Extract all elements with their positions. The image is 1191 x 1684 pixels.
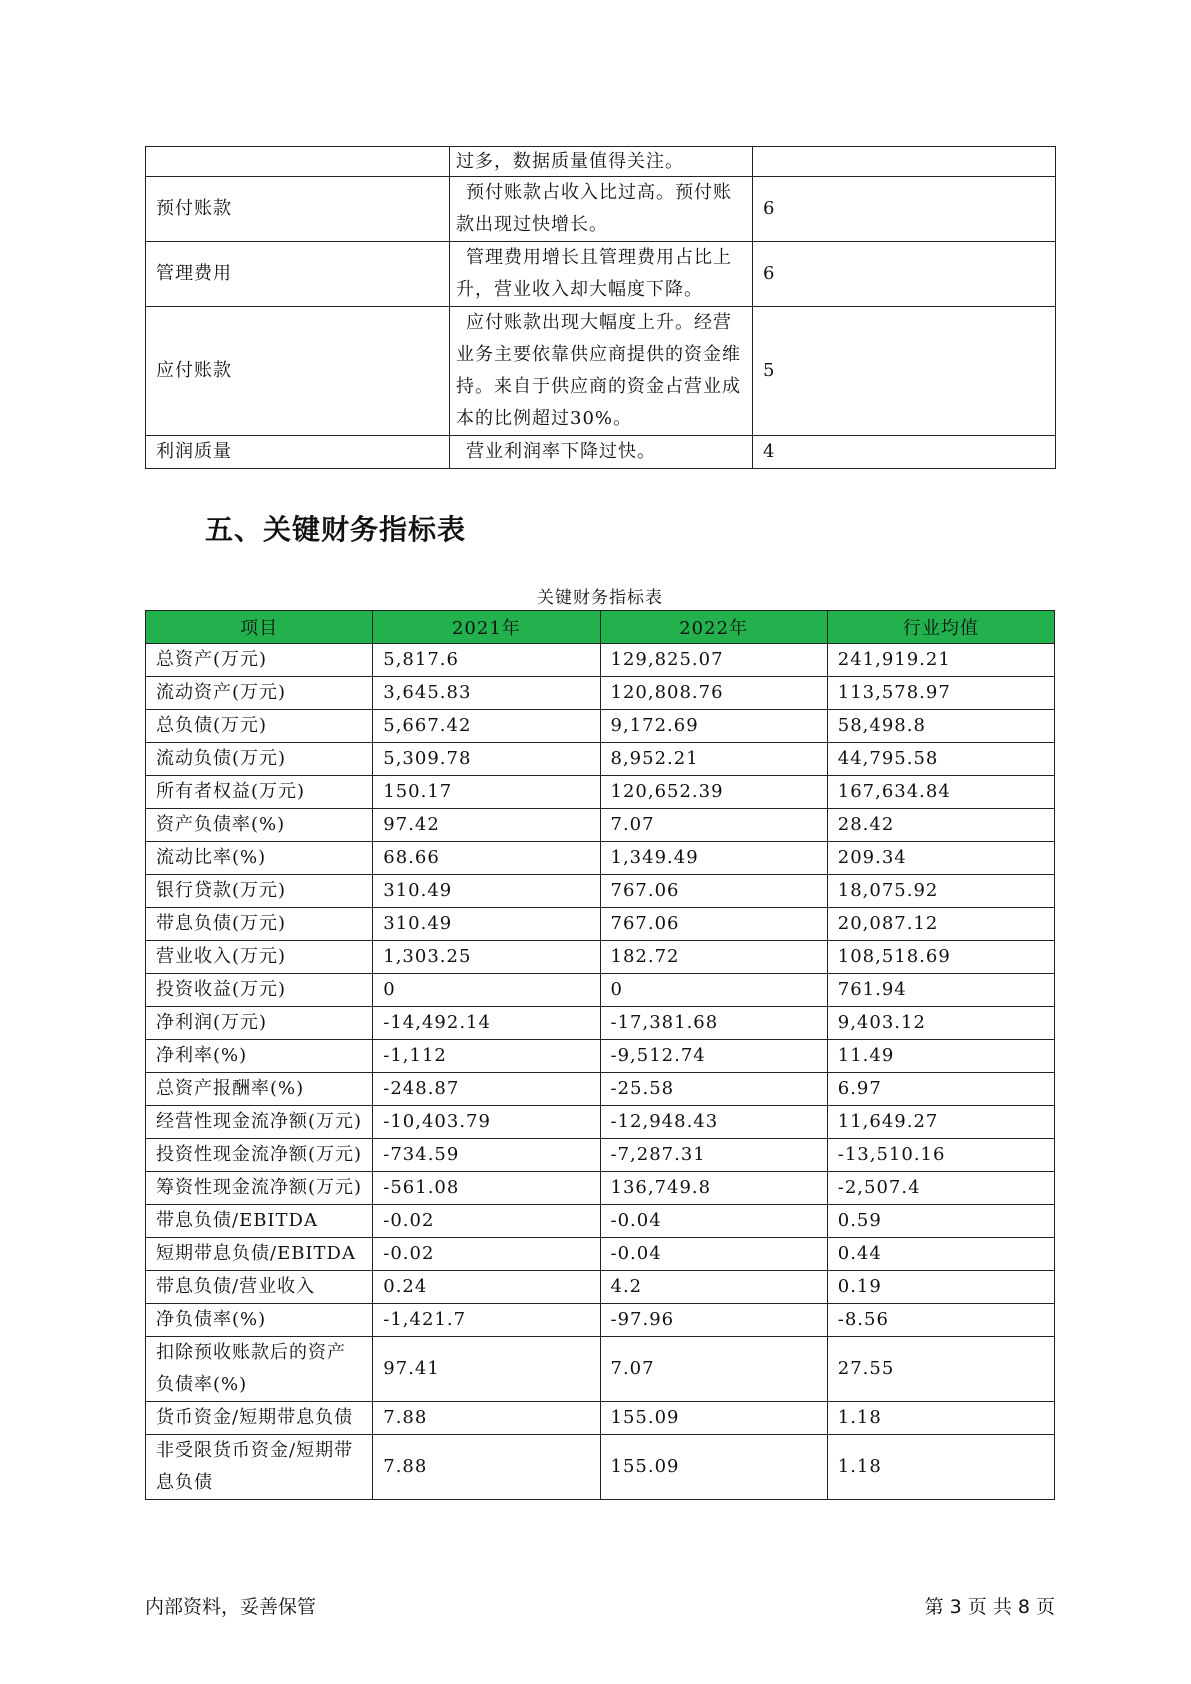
value-2021-cell: 7.88 (373, 1402, 600, 1435)
table-row (146, 974, 1055, 1007)
table-row (146, 242, 1056, 307)
industry-average-cell: 9,403.12 (827, 1007, 1054, 1040)
value-2021-cell: -1,112 (373, 1040, 600, 1073)
table-row (146, 1106, 1055, 1139)
industry-average-cell: 11,649.27 (827, 1106, 1054, 1139)
table-row (146, 743, 1055, 776)
indicator-name-cell: 总资产报酬率(%) (146, 1073, 373, 1106)
value-2021-cell: -561.08 (373, 1172, 600, 1205)
table-row (146, 1172, 1055, 1205)
risk-score-cell: 4 (753, 436, 1056, 469)
table-row (146, 677, 1055, 710)
table-row (146, 436, 1056, 469)
value-2022-cell: -25.58 (600, 1073, 827, 1106)
table-header-row (146, 611, 1055, 644)
value-2021-cell: 7.88 (373, 1435, 600, 1500)
table-row (146, 776, 1055, 809)
risk-item-cell (146, 147, 450, 177)
value-2021-cell: 1,303.25 (373, 941, 600, 974)
indicator-name-cell: 净利润(万元) (146, 1007, 373, 1040)
value-2021-cell: 150.17 (373, 776, 600, 809)
table-row (146, 1007, 1055, 1040)
industry-average-cell: 0.44 (827, 1238, 1054, 1271)
table-row (146, 941, 1055, 974)
risk-item-cell: 预付账款 (146, 177, 450, 242)
table-row (146, 1205, 1055, 1238)
value-2022-cell: 155.09 (600, 1435, 827, 1500)
value-2021-cell: 5,817.6 (373, 644, 600, 677)
industry-average-cell: 6.97 (827, 1073, 1054, 1106)
industry-average-cell: 58,498.8 (827, 710, 1054, 743)
table-row (146, 1435, 1055, 1500)
value-2021-cell: -0.02 (373, 1238, 600, 1271)
value-2022-cell: 182.72 (600, 941, 827, 974)
key-financial-indicators-table (145, 610, 1055, 1500)
risk-score-cell: 6 (753, 177, 1056, 242)
risk-description-cell: 过多，数据质量值得关注。 (450, 147, 753, 177)
table-row (146, 1139, 1055, 1172)
indicator-name-cell: 净负债率(%) (146, 1304, 373, 1337)
value-2022-cell: 8,952.21 (600, 743, 827, 776)
value-2022-cell: 767.06 (600, 875, 827, 908)
industry-average-cell: 1.18 (827, 1435, 1054, 1500)
value-2022-cell: 155.09 (600, 1402, 827, 1435)
industry-average-cell: 20,087.12 (827, 908, 1054, 941)
indicator-name-cell: 短期带息负债/EBITDA (146, 1238, 373, 1271)
indicator-name-cell: 筹资性现金流净额(万元) (146, 1172, 373, 1205)
risk-description-cell: 管理费用增长且管理费用占比上升，营业收入却大幅度下降。 (450, 242, 753, 307)
value-2022-cell: -7,287.31 (600, 1139, 827, 1172)
risk-score-cell (753, 147, 1056, 177)
value-2022-cell: -97.96 (600, 1304, 827, 1337)
section-title: 五、关键财务指标表 (205, 513, 467, 546)
industry-average-cell: 1.18 (827, 1402, 1054, 1435)
value-2022-cell: -0.04 (600, 1238, 827, 1271)
value-2022-cell: 4.2 (600, 1271, 827, 1304)
industry-average-cell: 113,578.97 (827, 677, 1054, 710)
value-2022-cell: -0.04 (600, 1205, 827, 1238)
indicator-name-cell: 流动资产(万元) (146, 677, 373, 710)
value-2022-cell: 120,652.39 (600, 776, 827, 809)
industry-average-cell: -2,507.4 (827, 1172, 1054, 1205)
risk-description-cell: 营业利润率下降过快。 (450, 436, 753, 469)
industry-average-cell: 28.42 (827, 809, 1054, 842)
header-2021: 2021年 (373, 611, 600, 644)
indicator-name-cell: 投资收益(万元) (146, 974, 373, 1007)
value-2022-cell: 1,349.49 (600, 842, 827, 875)
table-row (146, 908, 1055, 941)
value-2022-cell: 767.06 (600, 908, 827, 941)
risk-item-cell: 应付账款 (146, 307, 450, 436)
indicator-name-cell: 扣除预收账款后的资产负债率(%) (146, 1337, 373, 1402)
value-2021-cell: 0.24 (373, 1271, 600, 1304)
risk-factor-table (145, 146, 1056, 469)
industry-average-cell: 209.34 (827, 842, 1054, 875)
value-2021-cell: -0.02 (373, 1205, 600, 1238)
header-2022: 2022年 (600, 611, 827, 644)
table-row (146, 177, 1056, 242)
table-row (146, 644, 1055, 677)
value-2021-cell: 310.49 (373, 875, 600, 908)
indicator-name-cell: 总负债(万元) (146, 710, 373, 743)
value-2021-cell: 97.42 (373, 809, 600, 842)
industry-average-cell: 0.59 (827, 1205, 1054, 1238)
table-row (146, 842, 1055, 875)
table-row (146, 710, 1055, 743)
industry-average-cell: 761.94 (827, 974, 1054, 1007)
industry-average-cell: 0.19 (827, 1271, 1054, 1304)
table-row (146, 1040, 1055, 1073)
table-row (146, 307, 1056, 436)
indicator-name-cell: 净利率(%) (146, 1040, 373, 1073)
value-2022-cell: 136,749.8 (600, 1172, 827, 1205)
risk-description-cell: 预付账款占收入比过高。预付账款出现过快增长。 (450, 177, 753, 242)
indicator-name-cell: 银行贷款(万元) (146, 875, 373, 908)
indicator-name-cell: 货币资金/短期带息负债 (146, 1402, 373, 1435)
industry-average-cell: -13,510.16 (827, 1139, 1054, 1172)
value-2021-cell: -734.59 (373, 1139, 600, 1172)
risk-score-cell: 5 (753, 307, 1056, 436)
indicator-name-cell: 投资性现金流净额(万元) (146, 1139, 373, 1172)
value-2021-cell: 68.66 (373, 842, 600, 875)
risk-item-cell: 管理费用 (146, 242, 450, 307)
indicator-name-cell: 带息负债(万元) (146, 908, 373, 941)
value-2021-cell: -14,492.14 (373, 1007, 600, 1040)
value-2022-cell: -9,512.74 (600, 1040, 827, 1073)
header-industry-average: 行业均值 (827, 611, 1054, 644)
indicator-name-cell: 营业收入(万元) (146, 941, 373, 974)
industry-average-cell: 11.49 (827, 1040, 1054, 1073)
indicator-name-cell: 总资产(万元) (146, 644, 373, 677)
indicator-name-cell: 带息负债/EBITDA (146, 1205, 373, 1238)
value-2021-cell: 310.49 (373, 908, 600, 941)
header-item: 项目 (146, 611, 373, 644)
table-caption: 关键财务指标表 (537, 588, 663, 608)
value-2022-cell: 120,808.76 (600, 677, 827, 710)
indicator-name-cell: 流动负债(万元) (146, 743, 373, 776)
industry-average-cell: 241,919.21 (827, 644, 1054, 677)
industry-average-cell: 108,518.69 (827, 941, 1054, 974)
industry-average-cell: -8.56 (827, 1304, 1054, 1337)
footer-page-number: 第 3 页 共 8 页 (924, 1596, 1055, 1618)
value-2022-cell: -12,948.43 (600, 1106, 827, 1139)
industry-average-cell: 167,634.84 (827, 776, 1054, 809)
table-row (146, 809, 1055, 842)
value-2021-cell: -1,421.7 (373, 1304, 600, 1337)
indicator-name-cell: 非受限货币资金/短期带息负债 (146, 1435, 373, 1500)
table-row (146, 875, 1055, 908)
value-2022-cell: 9,172.69 (600, 710, 827, 743)
indicator-name-cell: 资产负债率(%) (146, 809, 373, 842)
industry-average-cell: 18,075.92 (827, 875, 1054, 908)
table-row (146, 1271, 1055, 1304)
risk-description-cell: 应付账款出现大幅度上升。经营业务主要依靠供应商提供的资金维持。来自于供应商的资金占营业成本的比例超过30%。 (450, 307, 753, 436)
value-2021-cell: -248.87 (373, 1073, 600, 1106)
table-row (146, 1238, 1055, 1271)
table-row (146, 1402, 1055, 1435)
risk-item-cell: 利润质量 (146, 436, 450, 469)
indicator-name-cell: 经营性现金流净额(万元) (146, 1106, 373, 1139)
indicator-name-cell: 带息负债/营业收入 (146, 1271, 373, 1304)
value-2022-cell: -17,381.68 (600, 1007, 827, 1040)
value-2022-cell: 7.07 (600, 1337, 827, 1402)
value-2021-cell: -10,403.79 (373, 1106, 600, 1139)
footer-confidential-note: 内部资料，妥善保管 (145, 1596, 317, 1618)
industry-average-cell: 44,795.58 (827, 743, 1054, 776)
value-2021-cell: 3,645.83 (373, 677, 600, 710)
value-2021-cell: 97.41 (373, 1337, 600, 1402)
indicator-name-cell: 所有者权益(万元) (146, 776, 373, 809)
value-2021-cell: 5,667.42 (373, 710, 600, 743)
table-row (146, 147, 1056, 177)
industry-average-cell: 27.55 (827, 1337, 1054, 1402)
table-row (146, 1073, 1055, 1106)
value-2022-cell: 0 (600, 974, 827, 1007)
table-row (146, 1337, 1055, 1402)
value-2022-cell: 129,825.07 (600, 644, 827, 677)
value-2021-cell: 5,309.78 (373, 743, 600, 776)
value-2022-cell: 7.07 (600, 809, 827, 842)
value-2021-cell: 0 (373, 974, 600, 1007)
table-row (146, 1304, 1055, 1337)
indicator-name-cell: 流动比率(%) (146, 842, 373, 875)
risk-score-cell: 6 (753, 242, 1056, 307)
